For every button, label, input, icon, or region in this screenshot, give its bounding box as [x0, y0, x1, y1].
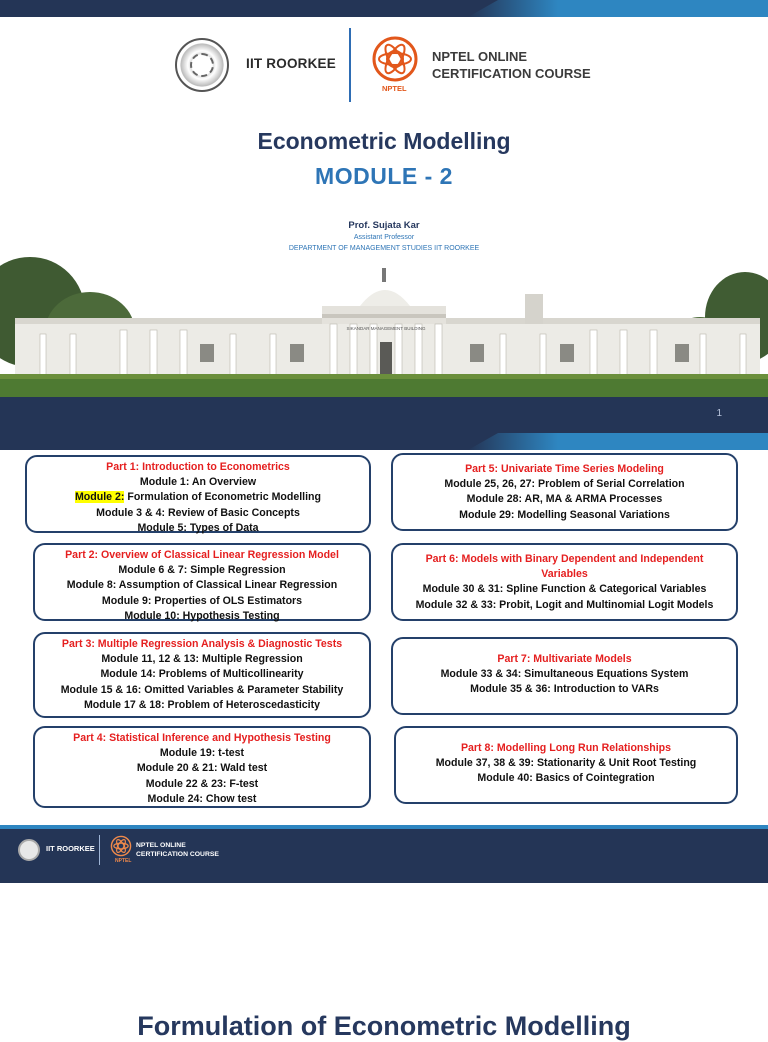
professor-department: DEPARTMENT OF MANAGEMENT STUDIES IIT ROORKEE — [288, 245, 480, 252]
nptel-logo-icon — [110, 835, 132, 857]
course-outline-slide — [0, 433, 768, 883]
course-title: Econometric Modelling — [257, 128, 511, 154]
part-3-box — [33, 632, 371, 718]
part-8-box — [394, 726, 738, 804]
nptel-logo-icon — [372, 36, 418, 82]
nptel-line-1: NPTEL ONLINE — [432, 49, 528, 64]
part-title-line-2: Variables — [541, 568, 588, 581]
module-line: Module 24: Chow test — [147, 792, 257, 805]
module-line: Module 14: Problems of Multicollinearity — [100, 668, 304, 681]
part-title-line-1: Part 6: Models with Binary Dependent and Independent — [425, 553, 704, 565]
part-title: Part 7: Multivariate Models — [497, 653, 632, 665]
module-line: Module 19: t-test — [159, 747, 245, 760]
module-line: Module 30 & 31: Spline Function & Categorical Variables — [422, 583, 707, 596]
part-title: Part 4: Statistical Inference and Hypothesis Testing — [73, 732, 331, 744]
module-line: Module 33 & 34: Simultaneous Equations System — [440, 668, 689, 681]
part-5-box — [391, 453, 738, 531]
part-title: Part 3: Multiple Regression Analysis & Diagnostic Tests — [61, 638, 343, 650]
module-line: Module 15 & 16: Omitted Variables & Parameter Stability — [60, 683, 344, 696]
module-heading: MODULE - 2 — [315, 163, 453, 189]
nptel-line-2: CERTIFICATION COURSE — [432, 66, 591, 81]
section-title: Formulation of Econometric Modelling — [137, 1011, 631, 1041]
module-line: Module 37, 38 & 39: Stationarity & Unit Root Testing — [435, 757, 697, 770]
module-line-highlighted — [27, 490, 369, 505]
title-slide — [0, 0, 768, 433]
footer-divider — [99, 835, 100, 865]
top-bar-accent — [468, 433, 768, 450]
part-title: Part 8: Modelling Long Run Relationships — [460, 742, 672, 754]
nptel-title — [432, 48, 591, 82]
module-line: Module 40: Basics of Cointegration — [477, 772, 655, 785]
section-title-slide — [0, 883, 768, 1041]
highlighted-module-label: Module 2: — [74, 491, 125, 504]
module-line: Module 25, 26, 27: Problem of Serial Correlation — [444, 478, 685, 491]
logo-row — [0, 26, 768, 106]
part-4-box — [33, 726, 371, 808]
footer-nptel-line-2: CERTIFICATION COURSE — [136, 851, 219, 858]
module-line: Module 5: Types of Data — [137, 521, 259, 534]
part-1-box — [25, 455, 371, 533]
module-line: Module 22 & 23: F-test — [145, 777, 259, 790]
module-line: Module 3 & 4: Review of Basic Concepts — [96, 506, 300, 519]
logo-divider — [349, 28, 351, 102]
part-title: Part 2: Overview of Classical Linear Regression Model — [65, 549, 339, 561]
module-line: Module 28: AR, MA & ARMA Processes — [466, 493, 663, 506]
part-title: Part 1: Introduction to Econometrics — [106, 461, 290, 473]
institute-name: IIT ROORKEE — [246, 56, 336, 71]
module-line: Module 11, 12 & 13: Multiple Regression — [101, 653, 303, 666]
building-sign: SIKANDAR MANAGEMENT BUILDING — [346, 326, 426, 331]
module-line: Module 9: Properties of OLS Estimators — [101, 594, 303, 607]
page-number: 1 — [716, 408, 722, 419]
footer-nptel-title — [136, 841, 219, 859]
footer-nptel-caption: NPTEL — [115, 858, 132, 864]
top-bar — [0, 433, 768, 450]
slide-footer-bar — [0, 397, 768, 433]
module-line: Module 32 & 33: Probit, Logit and Multinomial Logit Models — [415, 598, 714, 611]
module-line: Module 20 & 21: Wald test — [136, 762, 268, 775]
footer-nptel-line-1: NPTEL ONLINE — [136, 842, 186, 849]
module-line: Module 6 & 7: Simple Regression — [118, 564, 286, 577]
part-7-box — [391, 637, 738, 715]
professor-name: Prof. Sujata Kar — [348, 220, 420, 231]
module-line: Module 8: Assumption of Classical Linear Regression — [66, 579, 338, 592]
top-bar — [0, 0, 768, 17]
part-2-box — [33, 543, 371, 621]
module-line: Module 17 & 18: Problem of Heteroscedasticity — [83, 698, 321, 711]
part-6-box — [391, 543, 738, 621]
nptel-caption: NPTEL — [382, 84, 407, 93]
footer-accent-stripe — [0, 825, 768, 829]
seal-inner-ring — [190, 53, 214, 77]
iit-roorkee-seal-icon — [18, 839, 40, 861]
professor-role: Assistant Professor — [353, 234, 415, 241]
module-line: Module 35 & 36: Introduction to VARs — [470, 683, 659, 696]
module-line: Module 10: Hypothesis Testing — [124, 609, 280, 622]
highlighted-module-text: Formulation of Econometric Modelling — [124, 491, 321, 504]
footer-institute-name: IIT ROORKEE — [46, 844, 95, 853]
module-line: Module 29: Modelling Seasonal Variations — [459, 508, 670, 521]
slide-footer-bar — [0, 825, 768, 883]
module-line: Module 1: An Overview — [139, 476, 257, 489]
campus-building-image — [0, 252, 768, 397]
iit-roorkee-seal-icon — [175, 38, 229, 92]
part-title: Part 5: Univariate Time Series Modeling — [465, 463, 664, 475]
top-bar-accent — [468, 0, 768, 17]
